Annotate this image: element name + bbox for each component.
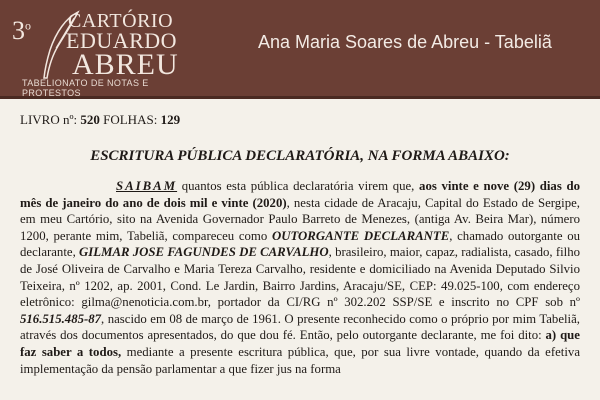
cpf-number: 516.515.485-87	[20, 311, 102, 326]
logo-line3: ABREU	[72, 48, 179, 81]
declarante-name: GILMAR JOSE FAGUNDES DE CARVALHO	[79, 245, 329, 260]
logo-subtitle: TABELIONATO DE NOTAS E PROTESTOS	[22, 78, 149, 98]
document-body	[20, 178, 580, 377]
logo-number: 3$^o$	[12, 16, 31, 45]
tabeliao-name: Ana Maria Soares de Abreu - Tabeliã	[258, 32, 552, 52]
folhas-label: FOLHAS:	[103, 112, 158, 127]
livro-folhas	[20, 112, 180, 128]
document-title: ESCRITURA PÚBLICA DECLARATÓRIA, NA FORMA ABAIXO:	[90, 148, 510, 164]
folhas-value: 129	[160, 112, 181, 127]
livro-label: LIVRO nº:	[20, 112, 78, 127]
header-banner	[0, 0, 600, 99]
logo-line2: EDUARDO	[66, 28, 178, 53]
clause-a: a) que faz saber a todos,	[20, 328, 580, 359]
livro-value: 520	[80, 112, 100, 127]
date-bold: aos vinte e nove (29) dias do mês de janeiro do ano de dois mil e vinte (2020)	[20, 179, 580, 210]
body-paragraph: SAIBAM quantos esta pública declaratória virem que, aos vinte e nove (29) dias do mês de janeiro do ano de dois mil e vinte (2020), nesta cidade de Aracaju, Capital do Estado de Sergipe, em meu Cartório, sito na Avenida Governador Paulo Barreto de Menezes, (antiga Av. Beira Mar), número 1200, perante mim, Tabeliã, compareceu como OUTORGANTE DECLARANTE, chamado outorgante ou declarante, GILMAR JOSE FAGUNDES DE CARVALHO, brasileiro, maior, capaz, radialista, casado, filho de José Oliveira de Carvalho e Maria Tereza Carvalho, residente e domiciliado na Avenida Deputado Silvio Teixeira, nº 1202, ap. 2001, Cond. Le Jardin, Bairro Jardins, Aracaju/SE, CEP: 49.025-100, com endereço eletrônico: gilma@nenoticia.com.br, portador da CI/RG nº 302.202 SSP/SE e inscrito no CPF sob nº 516.515.485-87, nascido em 08 de março de 1961. O presente reconhecido como o próprio por mim Tabeliã, através dos documentos apresentados, do que dou fé. Então, pelo outorgante declarante, me foi dito: a) que faz saber a todos, mediante a presente escritura pública, que, por sua livre vontade, quando da efetiva implementação da pensão parlamentar a que fizer jus na forma	[20, 179, 581, 376]
logo-line1: CARTÓRIO	[68, 10, 174, 32]
saibam: SAIBAM	[116, 179, 178, 193]
outorgante-label: OUTORGANTE DECLARANTE	[271, 228, 450, 243]
cartorio-logo	[12, 6, 182, 98]
